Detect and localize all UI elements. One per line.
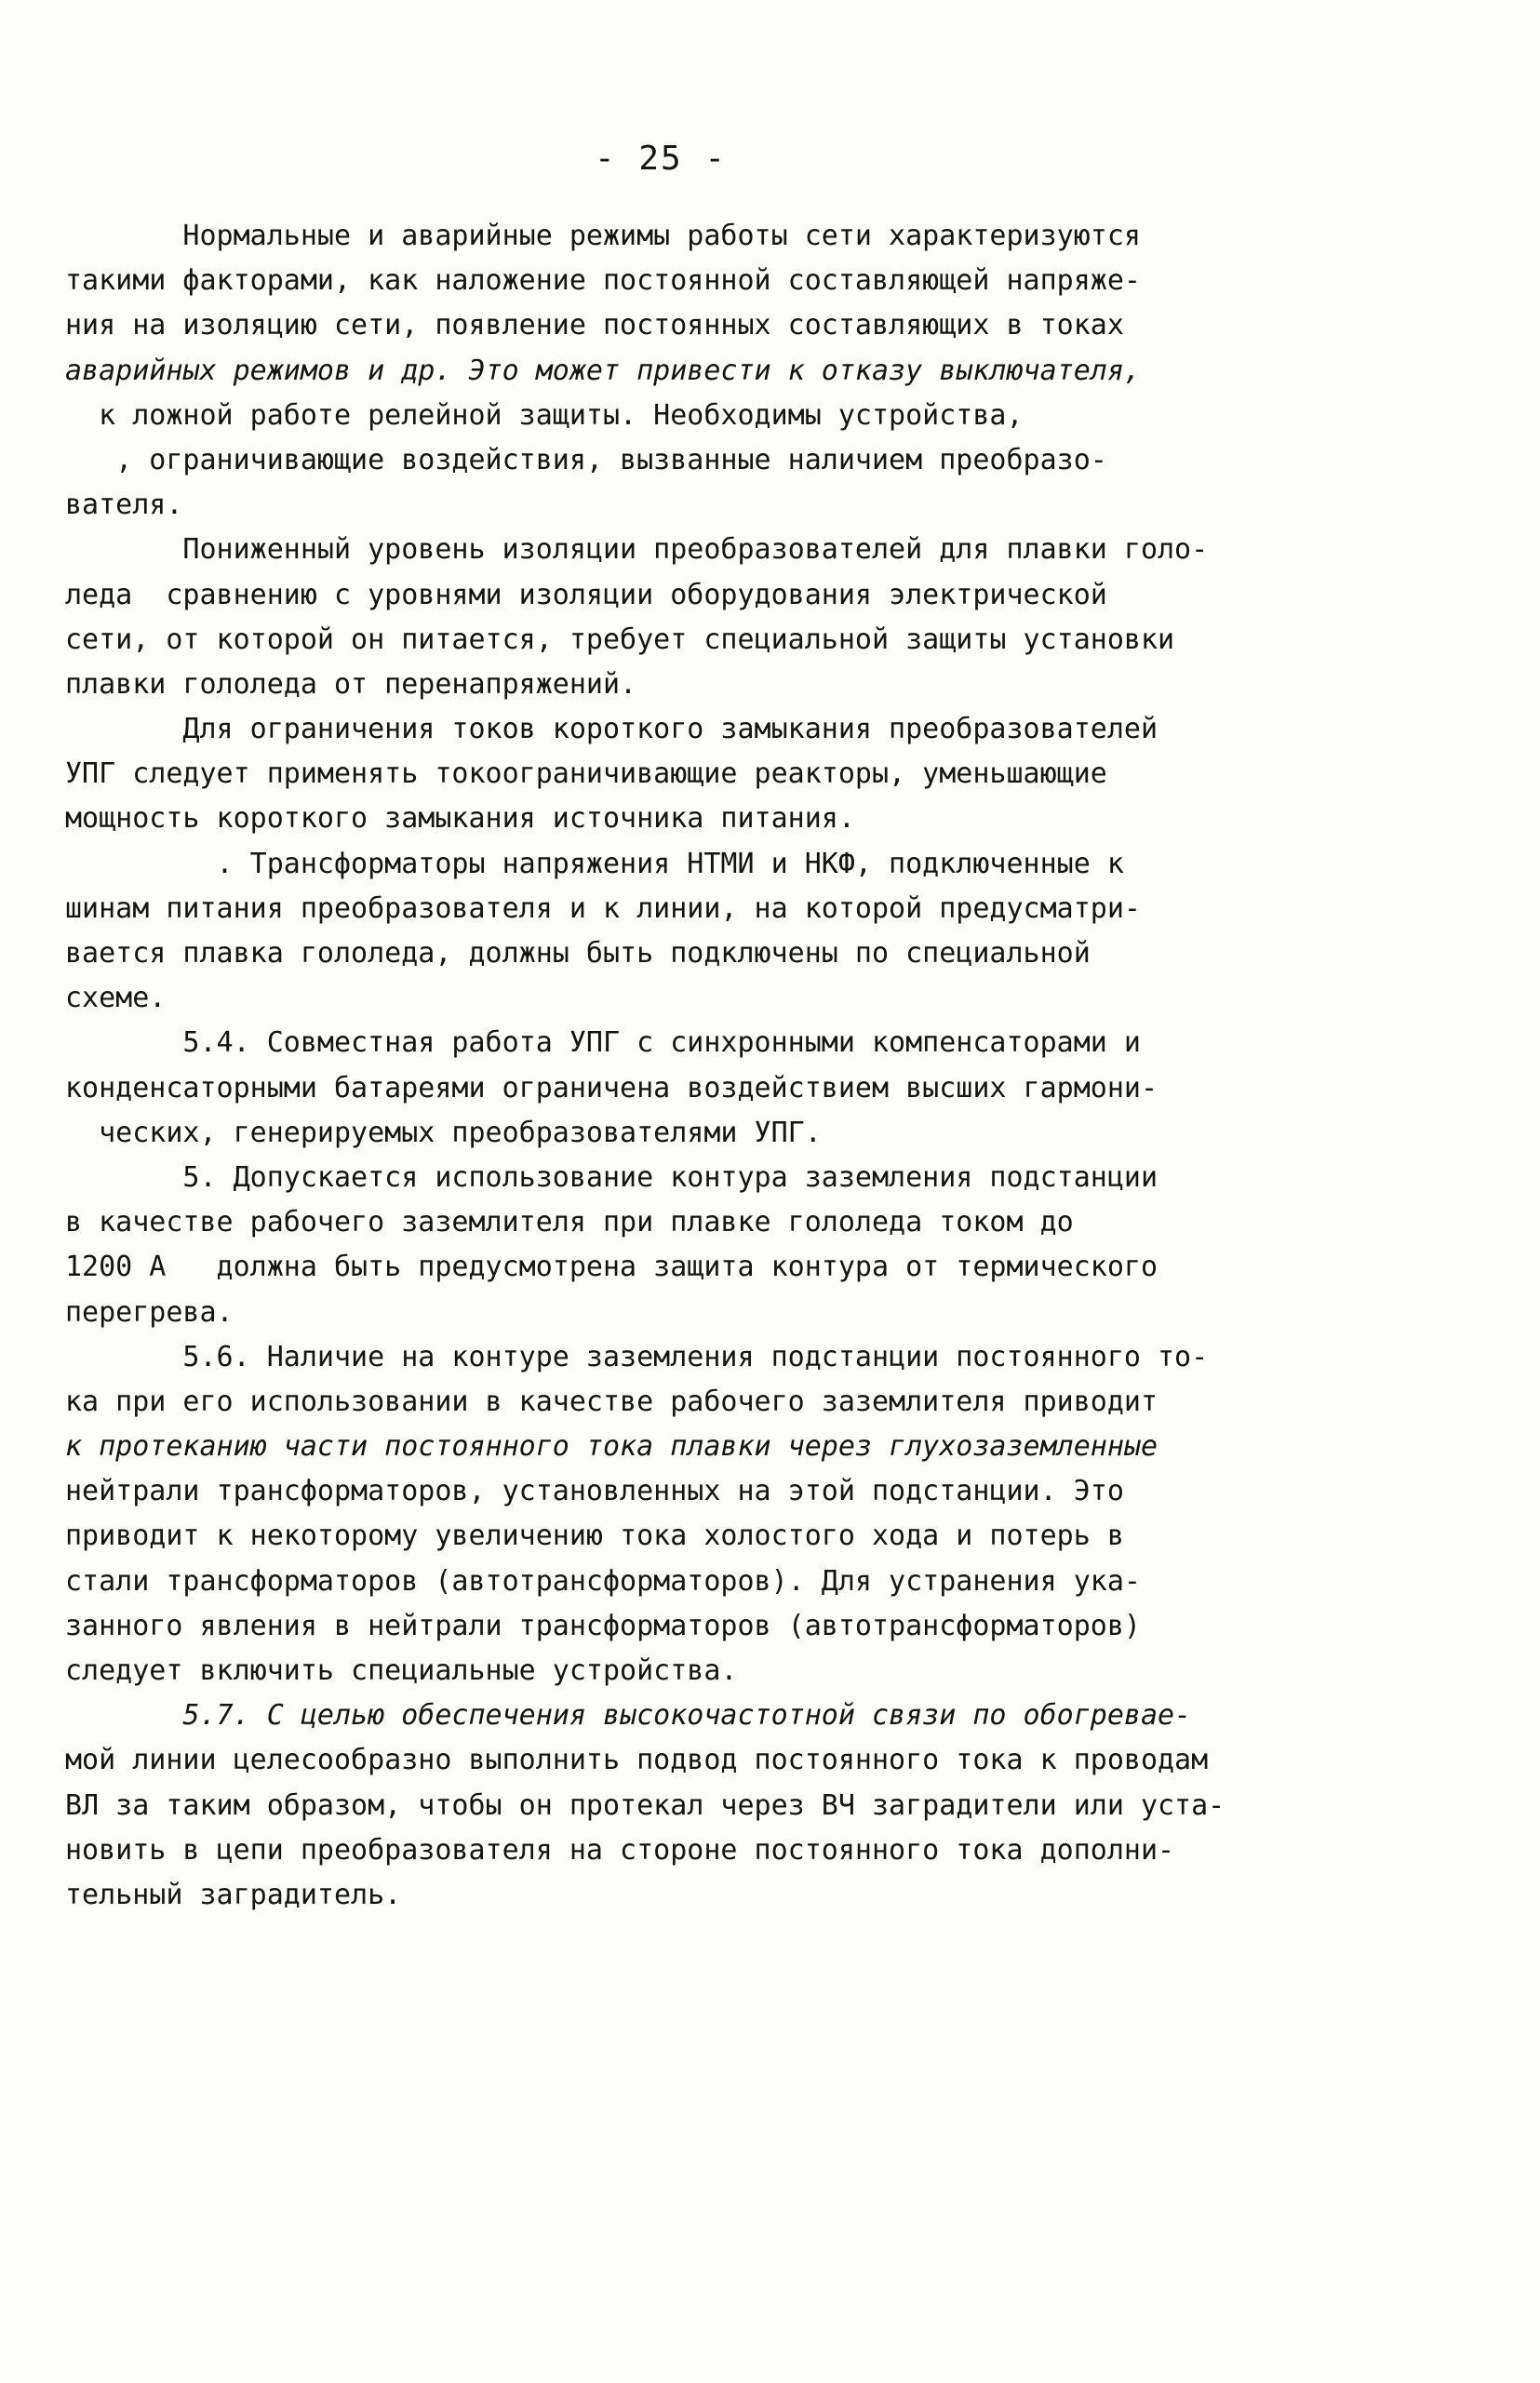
text-line: нейтрали трансформаторов, установленных на этой подстанции. Это — [65, 1475, 1124, 1508]
text-line: к ложной работе релейной защиты. Необходимы устройства, — [65, 398, 1024, 432]
text-line: , ограничивающие воздействия, вызванные наличием преобразо- — [65, 443, 1107, 476]
text-line: . Трансформаторы напряжения НТМИ и НКФ, подключенные к — [65, 847, 1124, 880]
page-number: - 25 - — [594, 140, 728, 178]
text-line: ВЛ за таким образом, чтобы он протекал через ВЧ заградители или уста- — [65, 1788, 1225, 1822]
text-line: УПГ следует применять токоограничивающие реакторы, уменьшающие — [65, 757, 1107, 791]
text-line: Пониженный уровень изоляции преобразователей для плавки голо- — [65, 533, 1209, 567]
text-line: новить в цепи преобразователя на стороне постоянного тока дополни- — [65, 1833, 1175, 1867]
text-line: леда сравнению с уровнями изоляции оборудования электрической — [65, 578, 1107, 611]
text-line: приводит к некоторому увеличению тока холостого хода и потерь в — [65, 1519, 1124, 1553]
text-line: тельный заградитель. — [65, 1878, 402, 1911]
text-line: ка при его использовании в качестве рабочего заземлителя приводит — [65, 1385, 1158, 1418]
text-line: перегрева. — [65, 1295, 234, 1329]
text-line: 5. Допускается использование контура заземления подстанции — [65, 1160, 1158, 1194]
text-line: стали трансформаторов (автотрансформаторов). Для устранения ука- — [65, 1564, 1141, 1598]
body-text — [65, 214, 1275, 1918]
text-line: ния на изоляцию сети, появление постоянных составляющих в токах — [65, 309, 1124, 342]
text-line: вателя. — [65, 489, 183, 522]
text-line: аварийных режимов и др. Это может привести к отказу выключателя, — [65, 354, 1141, 387]
text-line: 5.4. Совместная работа УПГ с синхронными компенсаторами и — [65, 1026, 1141, 1060]
text-line: Нормальные и аварийные режимы работы сети характеризуются — [65, 220, 1141, 252]
text-line: ческих, генерируемых преобразователями УПГ. — [65, 1116, 822, 1149]
text-line: мой линии целесообразно выполнить подвод постоянного тока к проводам — [65, 1744, 1209, 1777]
text-line: Для ограничения токов короткого замыкания преобразователей — [65, 713, 1158, 746]
text-line: к протеканию части постоянного тока плавки через глухозаземленные — [65, 1430, 1158, 1464]
text-line: следует включить специальные устройства. — [65, 1654, 738, 1687]
text-line: такими факторами, как наложение постоянной составляющей напряже- — [65, 264, 1141, 298]
text-line: мощность короткого замыкания источника питания. — [65, 802, 855, 836]
text-line: вается плавка гололеда, должны быть подключены по специальной — [65, 937, 1091, 970]
text-line: плавки гололеда от перенапряжений. — [65, 667, 637, 701]
text-line: 5.6. Наличие на контуре заземления подстанции постоянного то- — [65, 1340, 1209, 1373]
text-line: конденсаторными батареями ограничена воздействием высших гармони- — [65, 1071, 1158, 1104]
text-line: в качестве рабочего заземлителя при плавке гололеда током до — [65, 1206, 1074, 1239]
text-line: сети, от которой он питается, требует специальной защиты установки — [65, 623, 1175, 656]
text-line: занного явления в нейтрали трансформаторов (автотрансформаторов) — [65, 1609, 1141, 1642]
text-line: схеме. — [65, 982, 167, 1015]
text-line: 1200 А должна быть предусмотрена защита контура от термического — [65, 1251, 1158, 1284]
text-line: 5.7. С целью обеспечения высокочастотной связи по обогреваe- — [65, 1699, 1192, 1733]
text-line: шинам питания преобразователя и к линии, на которой предусматри- — [65, 891, 1141, 925]
